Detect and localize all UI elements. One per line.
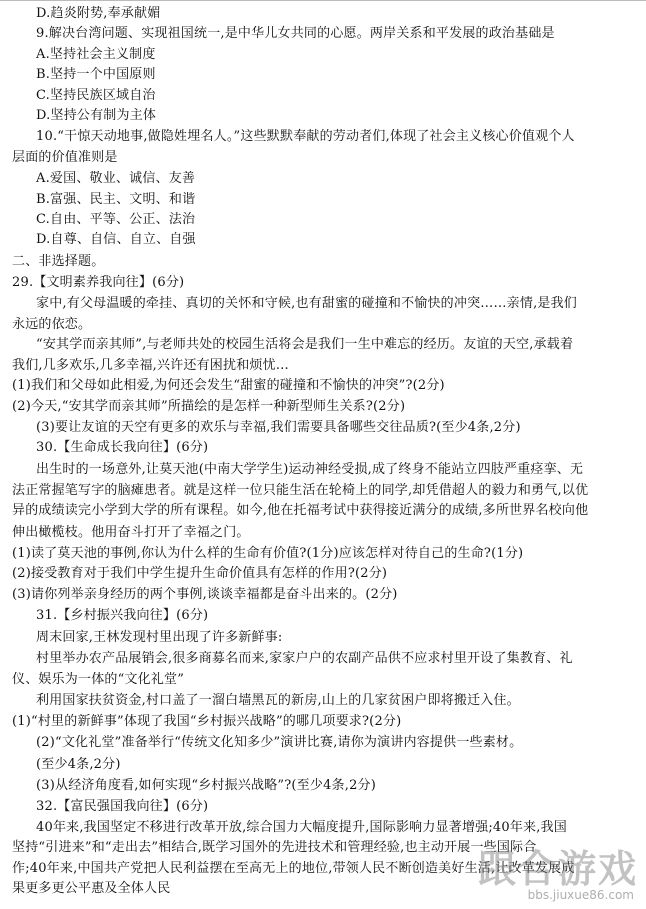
text-line: 异的成绩读完小学到大学的所有课程。如今,他在托福考试中获得接近满分的成绩,多所世界名校向他 [12, 503, 589, 518]
text-line: C.自由、平等、公正、法治 [36, 212, 196, 227]
text-line: A.坚持社会主义制度 [36, 47, 156, 62]
text-line: A.爱国、敬业、诚信、友善 [36, 171, 196, 186]
text-line: 我们,几多欢乐,几多幸福,兴许还有困扰和烦忧… [12, 358, 289, 373]
text-line: 坚持“引进来”和“走出去”相结合,既学习国外的先进技术和管理经验,也主动开展一些国际合 [12, 840, 537, 855]
text-line: 家中,有父母温暖的牵挂、真切的关怀和守候,也有甜蜜的碰撞和不愉快的冲突……亲情,是我们 [36, 296, 577, 311]
watermark-url: bbs.jiuxue86.com [527, 888, 634, 902]
text-line: 村里举办农产品展销会,很多商募名而来,家家户户的农副产品供不应求村里开设了集教育、礼 [36, 651, 573, 666]
text-line: 层面的价值准则是 [12, 150, 118, 165]
text-line: 果更多更公平惠及全体人民 [12, 881, 171, 896]
watermark-logo-text: 跟合游戏 [477, 847, 638, 891]
text-line: B.坚持一个中国原则 [36, 67, 156, 82]
text-line: 31.【乡村振兴我向往】(6分) [36, 608, 209, 623]
text-line: (2)接受教育对于我们中学生提升生命价值具有怎样的作用?(2分) [12, 566, 388, 581]
text-line: (3)从经济角度看,如何实现“乡村振兴战略”?(至少4条,2分) [36, 778, 377, 793]
text-line: “安其学而亲其师”,与老师共处的校园生活将会是我们一生中难忘的经历。友谊的天空,承载着 [36, 337, 574, 352]
text-line: 10.“干惊天动地事,做隐姓埋名人。”这些默默奉献的劳动者们,体现了社会主义核心价值观个人 [36, 129, 575, 144]
text-line: 伸出橄榄枝。他用奋斗打开了幸福之门。 [12, 525, 250, 540]
text-line: (1)“村里的新鲜事”体现了我国“乡村振兴战略”的哪几项要求?(2分) [12, 714, 402, 729]
text-line: (1)我们和父母如此相爱,为何还会发生“甜蜜的碰撞和不愉快的冲突”?(2分) [12, 378, 445, 393]
text-line: 29.【文明素养我向往】(6分) [12, 275, 185, 290]
text-line: 周末回家,王林发现村里出现了许多新鲜事: [36, 630, 283, 645]
text-line: D.自尊、自信、自立、自强 [36, 232, 196, 247]
text-line: C.坚持民族区域自治 [36, 88, 156, 103]
text-line: (1)读了莫天池的事例,你认为什么样的生命有价值?(1分)应该怎样对待自己的生命?(1分) [12, 546, 524, 561]
text-line: 32.【富民强国我向往】(6分) [36, 799, 209, 814]
text-line: D.趋炎附势,奉承献媚 [36, 6, 161, 21]
text-line: (至少4条,2分) [36, 757, 121, 772]
text-line: (3)请你列举亲身经历的两个事例,谈谈幸福都是奋斗出来的。(2分) [12, 587, 398, 602]
text-line: (2)“文化礼堂”准备举行“传统文化知多少”演讲比赛,请你为演讲内容提供一些素材。 [36, 735, 523, 750]
text-line: 40年来,我国坚定不移进行改革开放,综合国力大幅度提升,国际影响力显著增强;40年来,我国 [36, 820, 567, 835]
text-line: 9.解决台湾问题、实现祖国统一,是中华儿女共同的心愿。两岸关系和平发展的政治基础是 [36, 26, 555, 41]
text-line: 出生时的一场意外,让莫天池(中南大学学生)运动神经受损,成了终身不能站立四肢严重痉挛、无 [36, 462, 584, 477]
text-line: 30.【生命成长我向往】(6分) [36, 440, 209, 455]
text-line: 二、非选择题。 [12, 254, 105, 269]
text-line: B.富强、民主、文明、和谐 [36, 192, 196, 207]
top-rule [0, 0, 646, 2]
text-line: 利用国家扶贫资金,村口盖了一溜白墙黑瓦的新房,山上的几家贫困户即将搬迁入住。 [36, 693, 520, 708]
text-line: 永远的依恋。 [12, 317, 92, 332]
text-line: 作;40年来,中国共产党把人民利益摆在至高无上的地位,带领人民不断创造美好生活,让改革发展成 [12, 861, 575, 876]
text-line: (2)今天,“安其学而亲其师”所描绘的是怎样一种新型师生关系?(2分) [12, 399, 406, 414]
text-line: 法正常握笔写字的脑瘫患者。就是这样一位只能生活在轮椅上的同学,却凭借超人的毅力和勇气,以优 [12, 483, 589, 498]
text-line: (3)要让友谊的天空有更多的欢乐与幸福,我们需要具备哪些交往品质?(至少4条,2分) [36, 420, 521, 435]
text-line: D.坚持公有制为主体 [36, 108, 157, 123]
site-watermark [468, 838, 638, 908]
text-line: 仪、娱乐为一体的“文化礼堂” [12, 672, 185, 687]
